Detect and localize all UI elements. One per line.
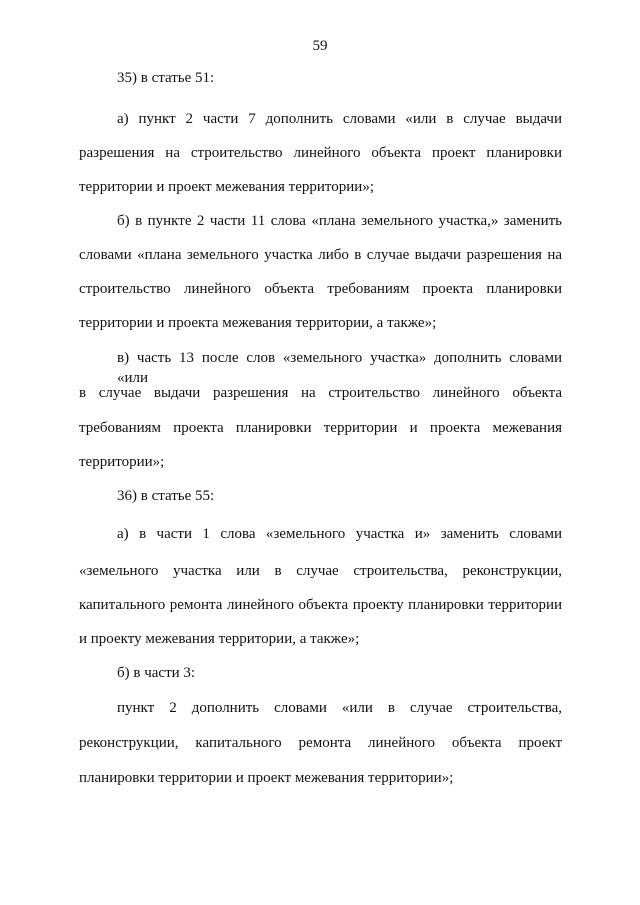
item-36-b-line-2: реконструкции, капитального ремонта линейного объекта проект — [79, 735, 562, 751]
item-35-v-line-3: требованиям проекта планировки территории и проекта межевания — [79, 420, 562, 436]
item-36-b-heading: б) в части 3: — [117, 665, 196, 681]
item-36-heading: 36) в статье 55: — [117, 488, 215, 504]
item-36-b-line-3: планировки территории и проект межевания территории»; — [79, 770, 454, 786]
item-35-a-line-1: а) пункт 2 части 7 дополнить словами «или в случае выдачи — [117, 111, 562, 127]
item-36-a-line-4: и проекту межевания территории, а также»; — [79, 631, 360, 647]
page-number: 59 — [312, 38, 328, 54]
item-35-v-line-1: в) часть 13 после слов «земельного участка» дополнить словами «или — [117, 350, 562, 386]
item-35-heading: 35) в статье 51: — [117, 70, 215, 86]
item-35-b-line-4: территории и проекта межевания территории, а также»; — [79, 315, 437, 331]
item-35-a-line-3: территории и проект межевания территории»; — [79, 179, 374, 195]
item-35-b-line-1: б) в пункте 2 части 11 слова «плана земельного участка,» заменить — [117, 213, 562, 229]
item-35-a-line-2: разрешения на строительство линейного объекта проект планировки — [79, 145, 562, 161]
item-35-b-line-3: строительство линейного объекта требованиям проекта планировки — [79, 281, 562, 297]
item-36-a-line-3: капитального ремонта линейного объекта проекту планировки территории — [79, 597, 562, 613]
item-36-a-line-1: а) в части 1 слова «земельного участка и» заменить словами — [117, 526, 562, 542]
item-35-b-line-2: словами «плана земельного участка либо в случае выдачи разрешения на — [79, 247, 562, 263]
item-35-v-line-2: в случае выдачи разрешения на строительство линейного объекта — [79, 385, 562, 401]
item-35-v-line-4: территории»; — [79, 454, 165, 470]
item-36-b-line-1: пункт 2 дополнить словами «или в случае строительства, — [117, 700, 562, 716]
item-36-a-line-2: «земельного участка или в случае строительства, реконструкции, — [79, 563, 562, 579]
